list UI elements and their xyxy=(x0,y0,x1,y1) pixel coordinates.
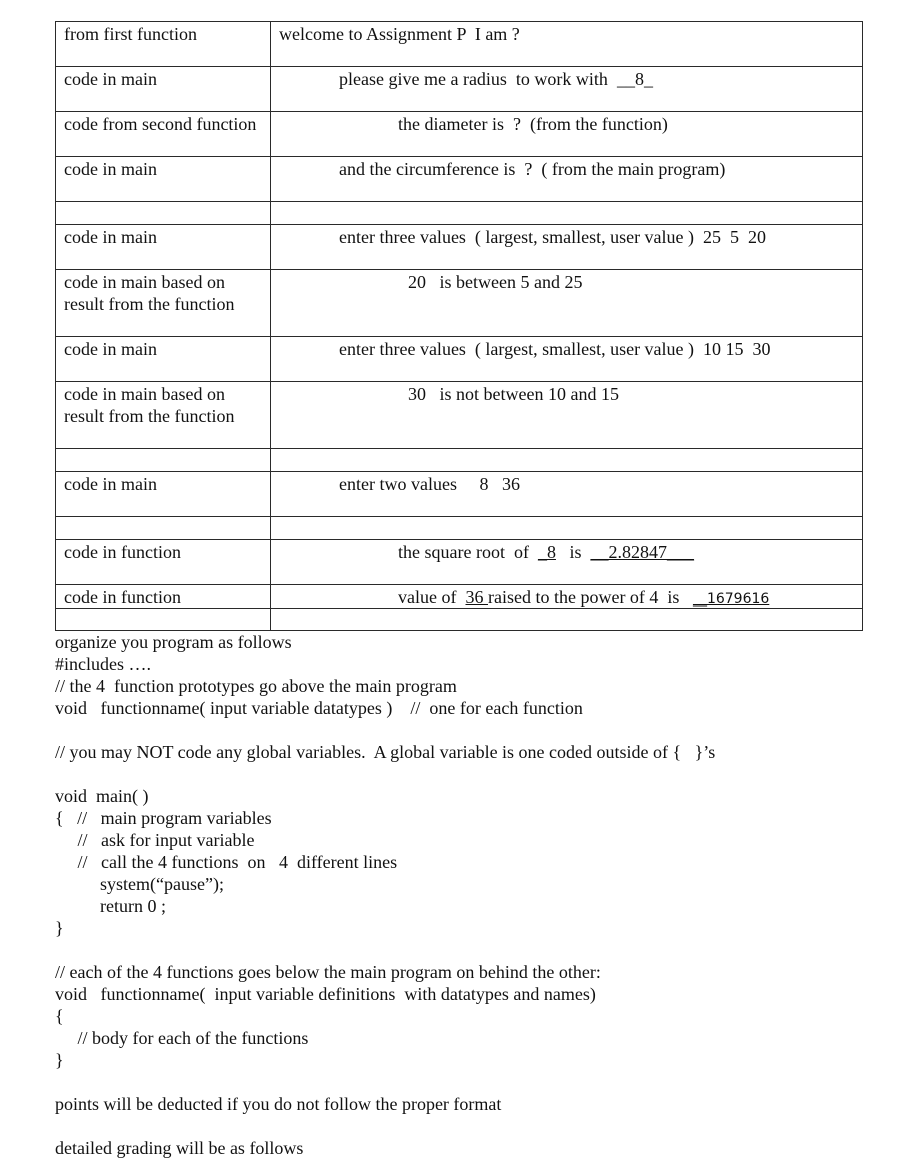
row-label: code in main xyxy=(64,474,157,494)
row-message-cell xyxy=(271,517,863,540)
table-row xyxy=(56,67,863,112)
message-text: is xyxy=(555,542,591,562)
row-label: code in main xyxy=(64,227,157,247)
row-message-cell xyxy=(271,157,863,202)
instruction-line: void functionname( input variable datatypes ) // one for each function xyxy=(55,698,583,718)
instruction-line: } xyxy=(55,1050,64,1070)
row-label-cell xyxy=(56,382,271,449)
row-label-cell xyxy=(56,609,271,631)
row-message xyxy=(279,23,520,45)
row-label: code in function xyxy=(64,542,181,562)
row-label: code from second function xyxy=(64,114,257,134)
instruction-line: // call the 4 functions on 4 different lines xyxy=(55,852,398,872)
instruction-line: // you may NOT code any global variables. A global variable is one coded outside of { }’s xyxy=(55,742,716,762)
message-text: enter two values 8 36 xyxy=(339,474,520,494)
instruction-line: // body for each of the functions xyxy=(55,1028,309,1048)
table-row xyxy=(56,609,863,631)
row-label: result from the function xyxy=(64,294,235,314)
row-label-cell xyxy=(56,112,271,157)
instruction-line: void main( ) xyxy=(55,786,149,806)
table-row xyxy=(56,337,863,382)
table-row xyxy=(56,382,863,449)
row-message-cell xyxy=(271,22,863,67)
instruction-line: { // main program variables xyxy=(55,808,272,828)
table-row xyxy=(56,540,863,585)
row-label-cell xyxy=(56,449,271,472)
row-message-cell xyxy=(271,382,863,449)
instruction-line: detailed grading will be as follows xyxy=(55,1138,304,1158)
instruction-line: return 0 ; xyxy=(55,896,166,916)
instruction-line: } xyxy=(55,918,64,938)
row-label-cell xyxy=(56,517,271,540)
row-label-cell xyxy=(56,270,271,337)
row-message xyxy=(408,383,619,405)
row-message-cell xyxy=(271,585,863,609)
message-text: value of xyxy=(398,587,466,607)
row-label: code in main based on xyxy=(64,384,225,404)
table-row xyxy=(56,517,863,540)
underlined-value: __1679616 xyxy=(692,591,770,607)
table-row xyxy=(56,225,863,270)
instruction-line: // each of the 4 functions goes below the main program on behind the other: xyxy=(55,962,601,982)
row-message-cell xyxy=(271,67,863,112)
message-text: enter three values ( largest, smallest, user value ) 10 15 30 xyxy=(339,339,771,359)
row-message-cell xyxy=(271,337,863,382)
row-message-cell xyxy=(271,449,863,472)
row-label-cell xyxy=(56,67,271,112)
table-row xyxy=(56,449,863,472)
instruction-line: points will be deducted if you do not follow the proper format xyxy=(55,1094,502,1114)
table-row xyxy=(56,202,863,225)
row-label-cell xyxy=(56,157,271,202)
row-message xyxy=(339,68,653,90)
table-row xyxy=(56,472,863,517)
table-row xyxy=(56,22,863,67)
row-message xyxy=(339,338,771,360)
table-row xyxy=(56,112,863,157)
output-spec-table-body xyxy=(56,22,863,631)
instruction-line: #includes …. xyxy=(55,654,151,674)
row-message xyxy=(339,473,520,495)
instruction-line: // the 4 function prototypes go above the main program xyxy=(55,676,457,696)
row-message-cell xyxy=(271,609,863,631)
output-spec-table xyxy=(55,21,863,631)
message-text: 20 is between 5 and 25 xyxy=(408,272,583,292)
row-message xyxy=(398,586,769,610)
row-message-cell xyxy=(271,112,863,157)
row-label: code in main based on xyxy=(64,272,225,292)
row-message-cell xyxy=(271,202,863,225)
row-label-cell xyxy=(56,337,271,382)
row-message xyxy=(339,226,766,248)
row-label: code in main xyxy=(64,159,157,179)
message-text: __8_ xyxy=(616,69,653,89)
row-message xyxy=(408,271,582,293)
row-message-cell xyxy=(271,540,863,585)
row-message xyxy=(339,158,725,180)
underlined-value: 36 xyxy=(465,587,488,607)
row-label-cell xyxy=(56,202,271,225)
message-text: raised to the power of 4 is xyxy=(487,587,693,607)
row-label: from first function xyxy=(64,24,197,44)
underlined-value: _8 xyxy=(537,542,556,562)
row-message xyxy=(398,113,668,135)
instruction-line: system(“pause”); xyxy=(55,874,224,894)
message-text: and the circumference is ? ( from the main program) xyxy=(339,159,726,179)
row-message-cell xyxy=(271,472,863,517)
message-text: welcome to Assignment P I am ? xyxy=(279,24,520,44)
row-label: result from the function xyxy=(64,406,235,426)
row-label: code in function xyxy=(64,587,181,607)
table-row xyxy=(56,157,863,202)
message-text: the square root of xyxy=(398,542,538,562)
instruction-line: // ask for input variable xyxy=(55,830,255,850)
row-label-cell xyxy=(56,585,271,609)
message-text: 30 is not between 10 and 15 xyxy=(408,384,619,404)
message-text: enter three values ( largest, smallest, user value ) 25 5 20 xyxy=(339,227,767,247)
row-label: code in main xyxy=(64,69,157,89)
row-message-cell xyxy=(271,270,863,337)
message-text: please give me a radius to work with xyxy=(339,69,617,89)
row-label-cell xyxy=(56,472,271,517)
instruction-line: organize you program as follows xyxy=(55,632,292,652)
instruction-line: { xyxy=(55,1006,64,1026)
row-label-cell xyxy=(56,540,271,585)
row-label: code in main xyxy=(64,339,157,359)
underlined-value: __2.82847___ xyxy=(590,542,694,562)
row-message-cell xyxy=(271,225,863,270)
instruction-line: void functionname( input variable definitions with datatypes and names) xyxy=(55,984,596,1004)
row-message xyxy=(398,541,694,563)
table-row xyxy=(56,585,863,609)
message-text: the diameter is ? (from the function) xyxy=(398,114,668,134)
table-row xyxy=(56,270,863,337)
row-label-cell xyxy=(56,22,271,67)
row-label-cell xyxy=(56,225,271,270)
